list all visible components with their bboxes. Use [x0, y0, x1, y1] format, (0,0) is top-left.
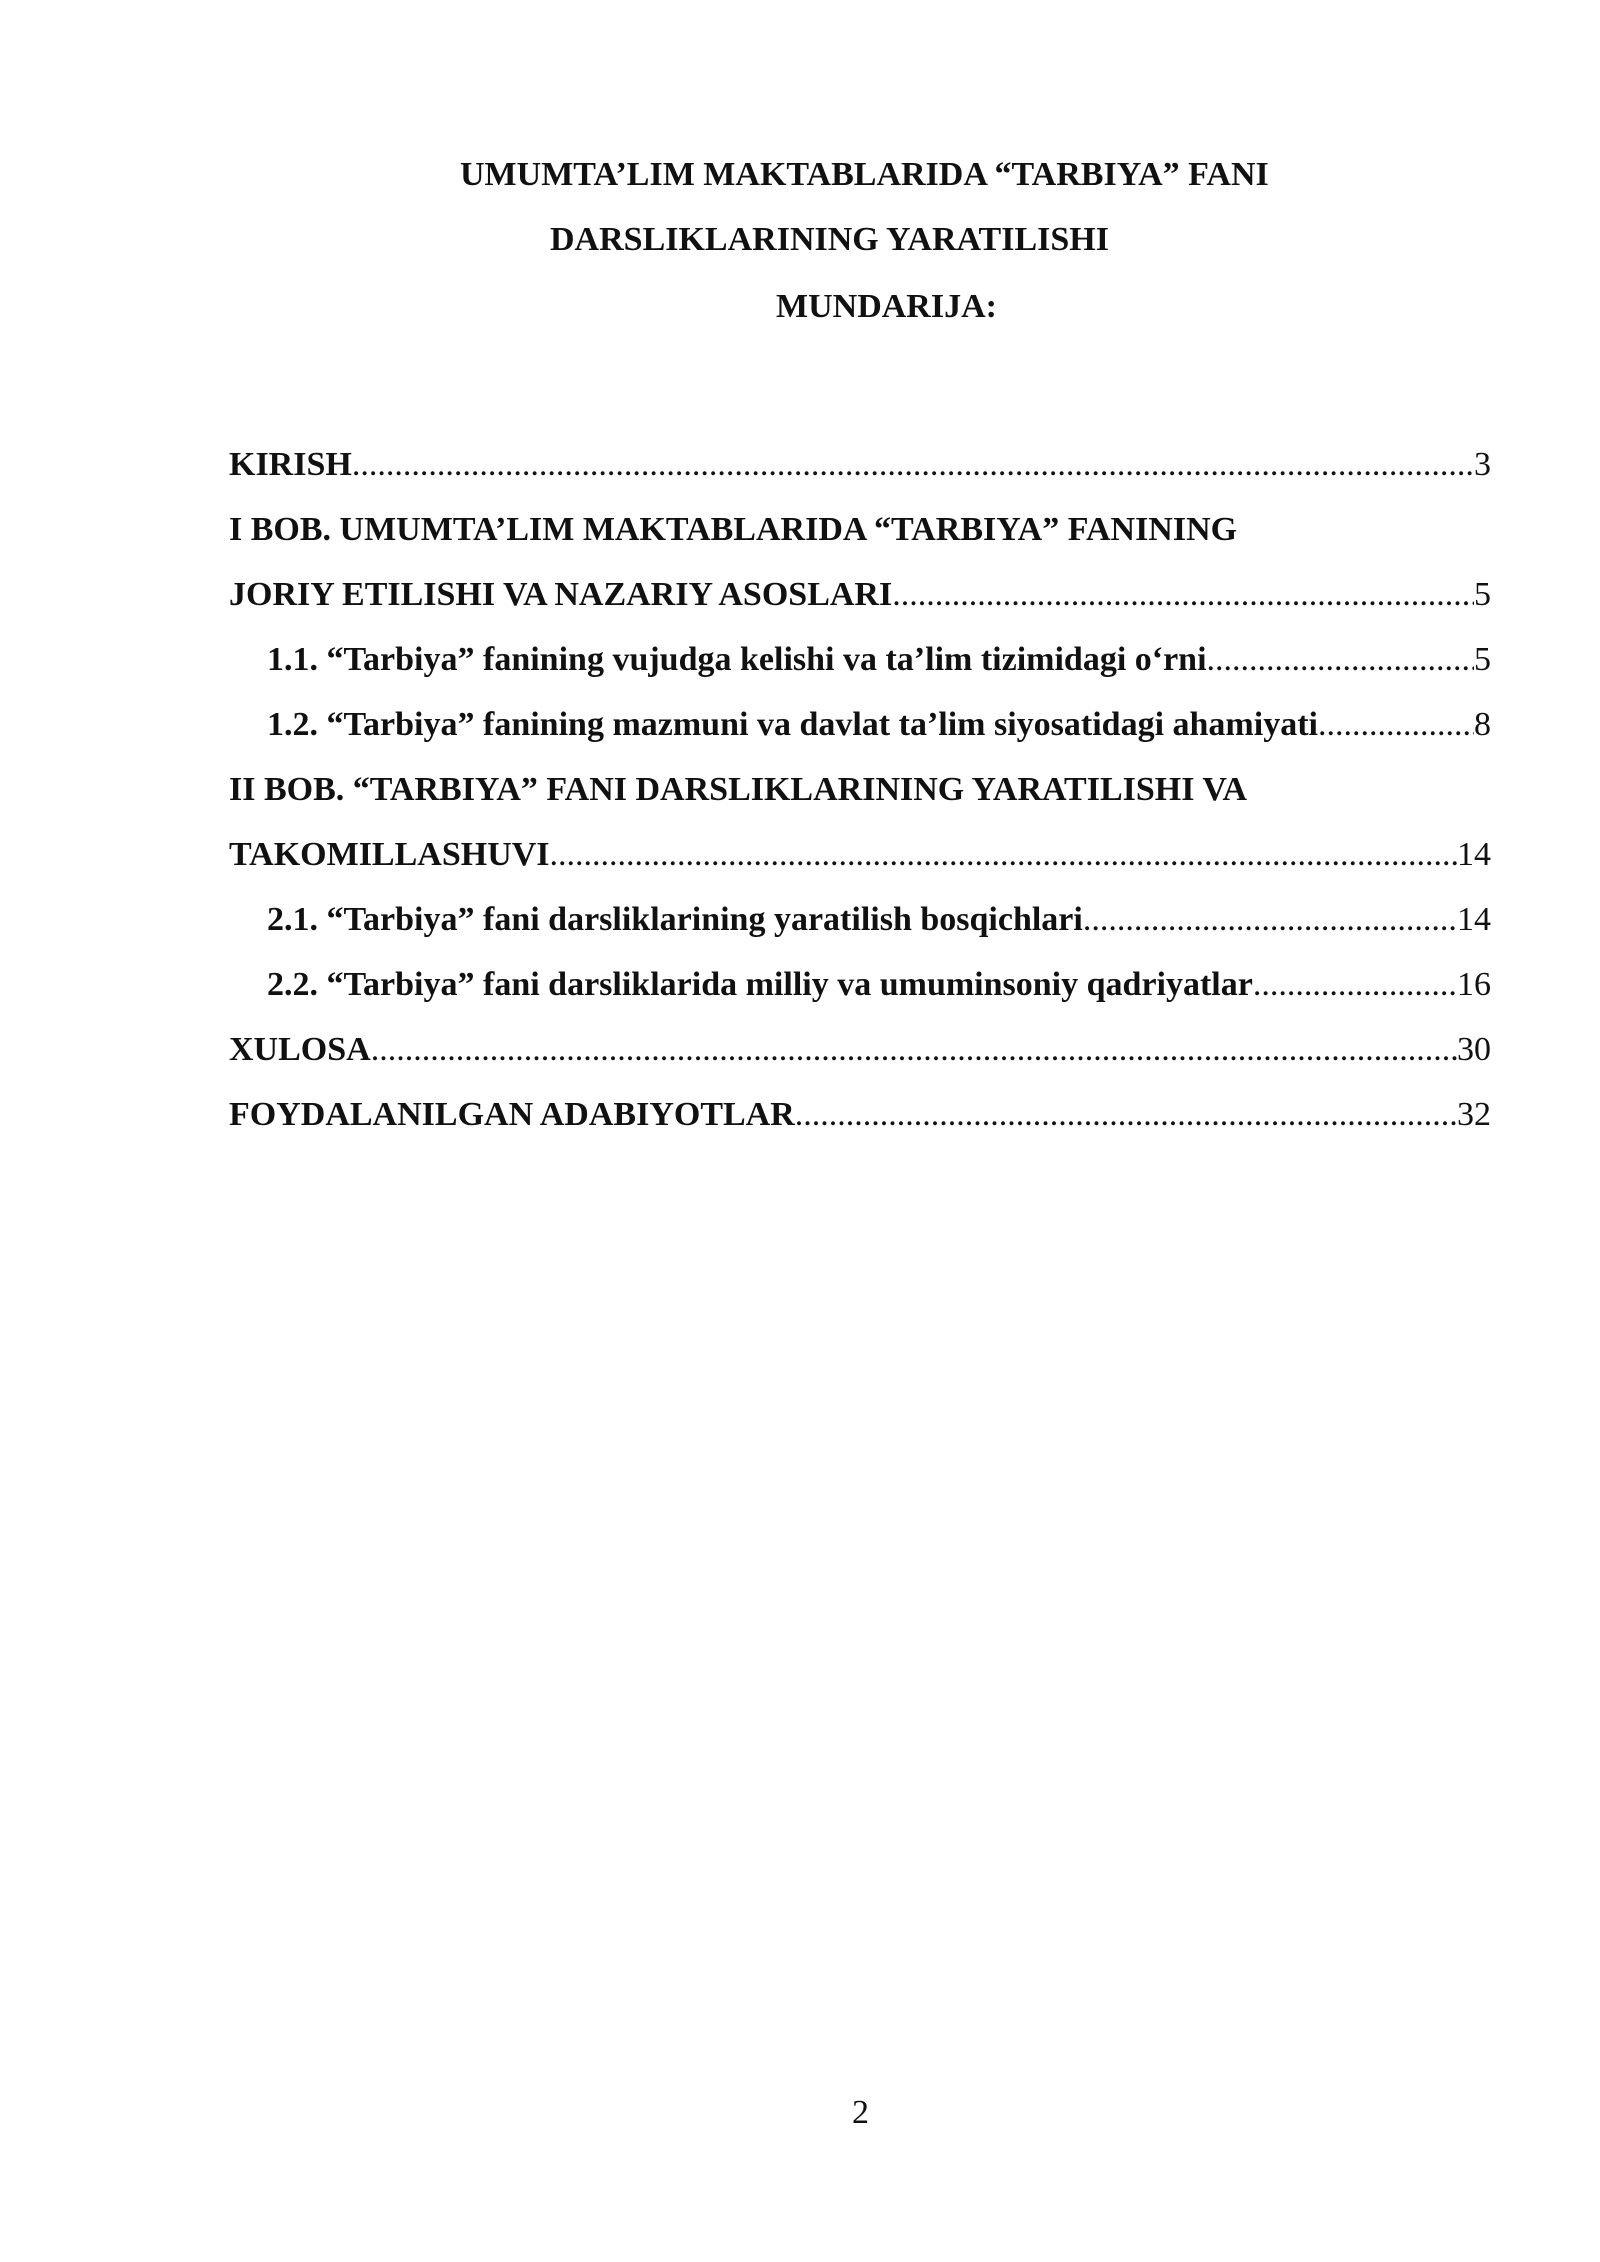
contents-heading: MUNDARIJA:: [776, 288, 997, 325]
toc-entry-chapter-1-line-1: [229, 497, 1491, 562]
toc-entry-label: 1.1. “Tarbiya” fanining vujudga kelishi va ta’lim tizimidagi o‘rni: [267, 641, 1207, 678]
table-of-contents: [229, 432, 1491, 1147]
toc-entry-section-1-1: [229, 627, 1491, 692]
toc-entry-page: 8: [1474, 706, 1491, 743]
toc-entry-label: KIRISH: [229, 446, 352, 483]
toc-entry-page: 30: [1457, 1031, 1491, 1068]
toc-entry-chapter-1-line-2: [229, 562, 1491, 627]
toc-entry-label: JORIY ETILISHI VA NAZARIY ASOSLARI: [229, 576, 893, 613]
toc-entry-label: FOYDALANILGAN ADABIYOTLAR: [229, 1096, 795, 1133]
page-number: 2: [852, 2094, 869, 2131]
toc-entry-label: 2.1. “Tarbiya” fani darsliklarining yaratilish bosqichlari: [267, 901, 1083, 938]
toc-entry-page: 16: [1457, 966, 1491, 1003]
toc-entry-kirish: [229, 432, 1491, 497]
toc-dot-leader: [371, 1017, 1457, 1082]
toc-dot-leader: [795, 1082, 1457, 1147]
toc-entry-page: 5: [1474, 641, 1491, 678]
toc-entry-page: 5: [1474, 576, 1491, 613]
toc-entry-references: [229, 1082, 1491, 1147]
toc-entry-label: TAKOMILLASHUVI: [229, 836, 550, 873]
toc-entry-chapter-2-line-2: [229, 822, 1491, 887]
toc-entry-section-2-1: [229, 887, 1491, 952]
toc-dot-leader: [550, 822, 1457, 887]
toc-dot-leader: [1253, 952, 1457, 1017]
toc-entry-page: 32: [1457, 1096, 1491, 1133]
toc-entry-section-2-2: [229, 952, 1491, 1017]
toc-entry-xulosa: [229, 1017, 1491, 1082]
toc-dot-leader: [892, 562, 1474, 627]
toc-entry-label: II BOB. “TARBIYA” FANI DARSLIKLARINING YARATILISHI VA: [229, 771, 1248, 808]
toc-dot-leader: [352, 432, 1474, 497]
toc-entry-section-1-2: [229, 692, 1491, 757]
toc-entry-page: 14: [1457, 836, 1491, 873]
toc-entry-label: XULOSA: [229, 1031, 371, 1068]
toc-entry-chapter-2-line-1: [229, 757, 1491, 822]
toc-dot-leader: [1207, 627, 1474, 692]
toc-entry-label: 1.2. “Tarbiya” fanining mazmuni va davlat ta’lim siyosatidagi ahamiyati: [267, 706, 1318, 743]
toc-dot-leader: [1318, 692, 1474, 757]
toc-dot-leader: [1083, 887, 1457, 952]
toc-entry-label: I BOB. UMUMTA’LIM MAKTABLARIDA “TARBIYA” FANINING: [229, 511, 1238, 548]
document-title-line-1: UMUMTA’LIM MAKTABLARIDA “TARBIYA” FANI: [460, 156, 1269, 193]
toc-entry-page: 14: [1457, 901, 1491, 938]
document-title-line-2: DARSLIKLARINING YARATILISHI: [550, 221, 1109, 258]
toc-entry-page: 3: [1474, 446, 1491, 483]
toc-entry-label: 2.2. “Tarbiya” fani darsliklarida milliy va umuminsoniy qadriyatlar: [267, 966, 1253, 1003]
